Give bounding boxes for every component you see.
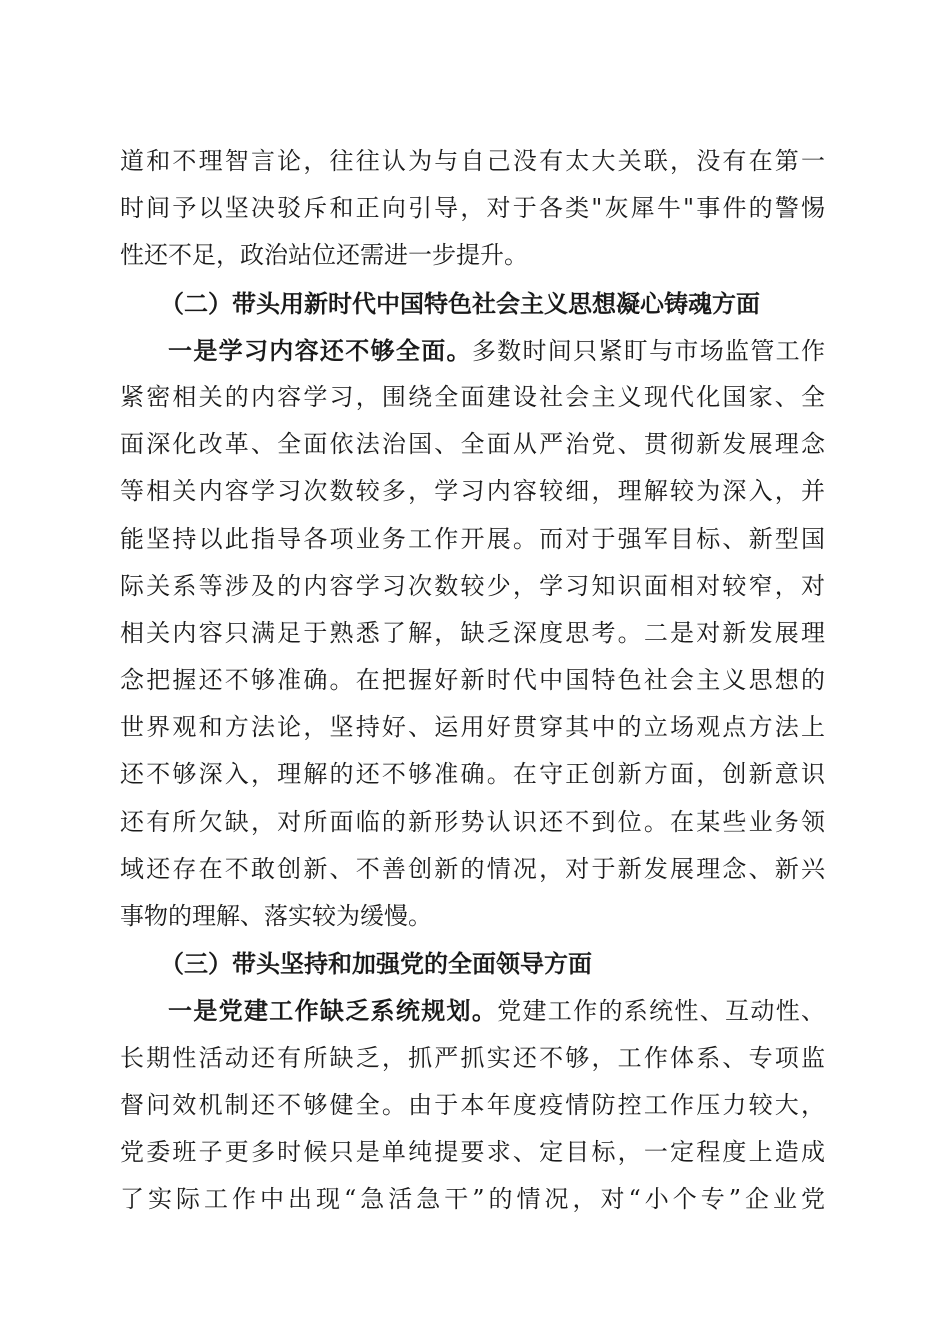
- text-line: 督问效机制还不够健全。由于本年度疫情防控工作压力较大，: [120, 1090, 825, 1119]
- text-line: 际关系等涉及的内容学习次数较少，学习知识面相对较窄，对: [120, 571, 825, 600]
- text-line: 域还存在不敢创新、不善创新的情况，对于新发展理念、新兴: [120, 854, 825, 883]
- section-heading: （三）带头坚持和加强党的全面领导方面: [160, 949, 592, 979]
- section-heading: （二）带头用新时代中国特色社会主义思想凝心铸魂方面: [160, 288, 760, 318]
- text-line: 道和不理智言论，往往认为与自己没有太大关联，没有在第一: [120, 147, 825, 175]
- text-line: 长期性活动还有所缺乏，抓严抓实还不够，工作体系、专项监: [120, 1043, 825, 1072]
- text-line: 还不够深入，理解的还不够准确。在守正创新方面，创新意识: [120, 760, 825, 789]
- text-line: 念把握还不够准确。在把握好新时代中国特色社会主义思想的: [120, 666, 825, 695]
- text-line: 了实际工作中出现“急活急干”的情况，对“小个专”企业党: [120, 1185, 825, 1214]
- text-line: 性还不足，政治站位还需进一步提升。: [120, 241, 528, 270]
- text-line: 还有所欠缺，对所面临的新形势认识还不到位。在某些业务领: [120, 807, 825, 836]
- lead-phrase: 一是党建工作缺乏系统规划。: [168, 996, 498, 1026]
- text-line: 党委班子更多时候只是单纯提要求、定目标，一定程度上造成: [120, 1137, 825, 1166]
- text-line: 事物的理解、落实较为缓慢。: [120, 902, 432, 930]
- lead-continuation: 党建工作的系统性、互动性、: [497, 997, 825, 1026]
- text-line: [120, 327, 825, 374]
- text-line: 能坚持以此指导各项业务工作开展。而对于强军目标、新型国: [120, 524, 825, 553]
- lead-phrase: 一是学习内容还不够全面。: [168, 335, 472, 365]
- text-line: 世界观和方法论，坚持好、运用好贯穿其中的立场观点方法上: [120, 713, 825, 742]
- text-line: 面深化改革、全面依法治国、全面从严治党、贯彻新发展理念: [120, 430, 825, 459]
- text-line: 相关内容只满足于熟悉了解，缺乏深度思考。二是对新发展理: [120, 618, 825, 647]
- document-body: [120, 138, 825, 1223]
- text-line: 紧密相关的内容学习，围绕全面建设社会主义现代化国家、全: [120, 382, 825, 411]
- lead-continuation: 多数时间只紧盯与市场监管工作: [471, 336, 825, 365]
- text-line: 等相关内容学习次数较多，学习内容较细，理解较为深入，并: [120, 477, 825, 506]
- text-line: [120, 987, 825, 1034]
- text-line: 时间予以坚决驳斥和正向引导，对于各类"灰犀牛"事件的警惕: [120, 194, 825, 223]
